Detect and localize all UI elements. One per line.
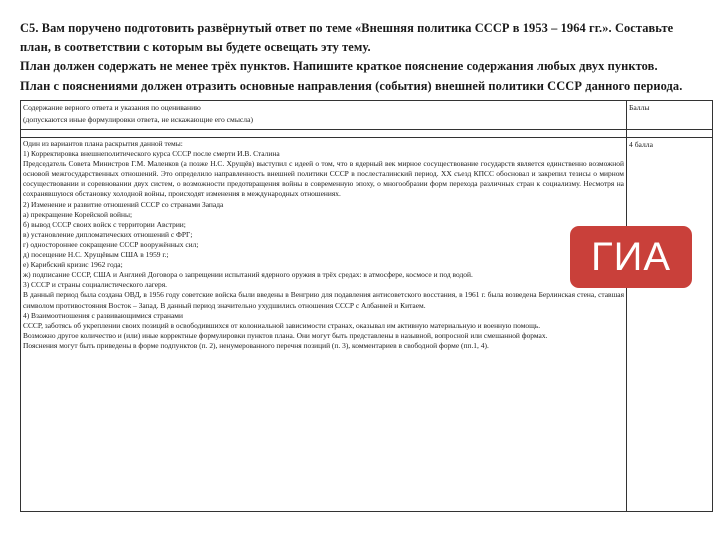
content-header-cell xyxy=(21,101,627,130)
score-value: 4 балла xyxy=(629,140,653,149)
task-line: План должен содержать не менее трёх пунктов. Напишите краткое пояснение содержания любых двух пунктов. xyxy=(20,59,658,74)
task-line: План с пояснениями должен отразить основные направления (события) внешней политики СССР данного периода. xyxy=(20,78,683,93)
answer-content-cell xyxy=(21,138,627,512)
answer-paragraph: 2) Изменение и развитие отношений СССР со странами Запада xyxy=(23,199,224,209)
answer-paragraph: 3) СССР и страны социалистического лагеря. xyxy=(23,280,168,290)
answer-paragraph: СССР, заботясь об укреплении своих позиций в освободившихся от колониальной зависимости странах, оказывал им активную материальную и военную помощь. xyxy=(23,320,541,330)
table-body-row xyxy=(21,138,713,512)
score-cell xyxy=(627,138,713,512)
table-header-row xyxy=(21,101,713,130)
answer-paragraph: Председатель Совета Министров Г.М. Маленков (а позже Н.С. Хрущёв) выступил с идеей о том, что в ядерный век мирное сосуществование государств является единственно возможной основой межгосударственных отношений. Это определило направленность внешней политики СССР в послесталинский период. XX съезд КПСС обосновал и закрепил тезисы о мирном сосуществовании и соревновании двух систем, о возможности предотвращения войны в современную эпоху, о многообразии форм перехода различных стран к социализму. Несмотря на сохранявшуюся обстановку холодной войны, происходят изменения в международных отношениях. xyxy=(23,159,624,199)
answer-paragraph: а) прекращение Корейской войны; xyxy=(23,209,133,219)
answer-paragraph: б) вывод СССР своих войск с территории Австрии; xyxy=(23,219,186,229)
grading-table xyxy=(20,100,713,512)
content-header-title: Содержание верного ответа и указания по оцениванию xyxy=(23,103,201,112)
task-statement xyxy=(20,19,715,96)
spacer-cell xyxy=(627,130,713,138)
answer-paragraph: ж) подписание СССР, США и Англией Договора о запрещении испытаний ядерного оружия в трёх средах: в атмосфере, космосе и под водой. xyxy=(23,270,473,280)
gia-badge: ГИА xyxy=(570,226,692,288)
answer-paragraph: Возможно другое количество и (или) иные корректные формулировки пунктов плана. Они могут быть представлены в назывной, вопросной или смешанной формах. xyxy=(23,330,548,340)
task-line: С5. Вам поручено подготовить развёрнутый ответ по теме «Внешняя политика СССР в 1953 – 1964 гг.». Составьте xyxy=(20,21,674,35)
answer-paragraph: В данный период была создана ОВД, в 1956 году советские войска были введены в Венгрию для подавления антисоветского восстания, в 1961 г. была возведена Берлинская стена, ставшая символом противостояния Восток – Запад. В данный период значительно ухудшились отношения СССР с Албанией и Китаем. xyxy=(23,290,624,310)
answer-paragraph: 4) Взаимоотношения с развивающимися странами xyxy=(23,310,183,320)
answer-paragraph: 1) Корректировка внешнеполитического курса СССР после смерти И.В. Сталина xyxy=(23,149,280,159)
answer-paragraph: Пояснения могут быть приведены в форме подпунктов (п. 2), ненумерованного перечня позиций (п. 3), комментариев в свободной форме (пп.1, 4). xyxy=(23,340,489,350)
score-header-cell xyxy=(627,101,713,130)
spacer-cell xyxy=(21,130,627,138)
table-spacer-row xyxy=(21,130,713,138)
answer-paragraph: в) установление дипломатических отношений с ФРГ; xyxy=(23,229,193,239)
answer-paragraph: г) одностороннее сокращение СССР вооружённых сил; xyxy=(23,239,199,249)
task-line: план, в соответствии с которым вы будете освещать эту тему. xyxy=(20,40,371,55)
score-header-title: Баллы xyxy=(629,103,650,112)
answer-paragraph: Один из вариантов плана раскрытия данной темы: xyxy=(23,139,183,148)
answer-paragraph: е) Карибский кризис 1962 года; xyxy=(23,260,123,270)
content-header-note: (допускаются иные формулировки ответа, не искажающие его смысла) xyxy=(23,114,253,124)
answer-paragraph: д) посещение Н.С. Хрущёвым США в 1959 г.; xyxy=(23,250,169,260)
